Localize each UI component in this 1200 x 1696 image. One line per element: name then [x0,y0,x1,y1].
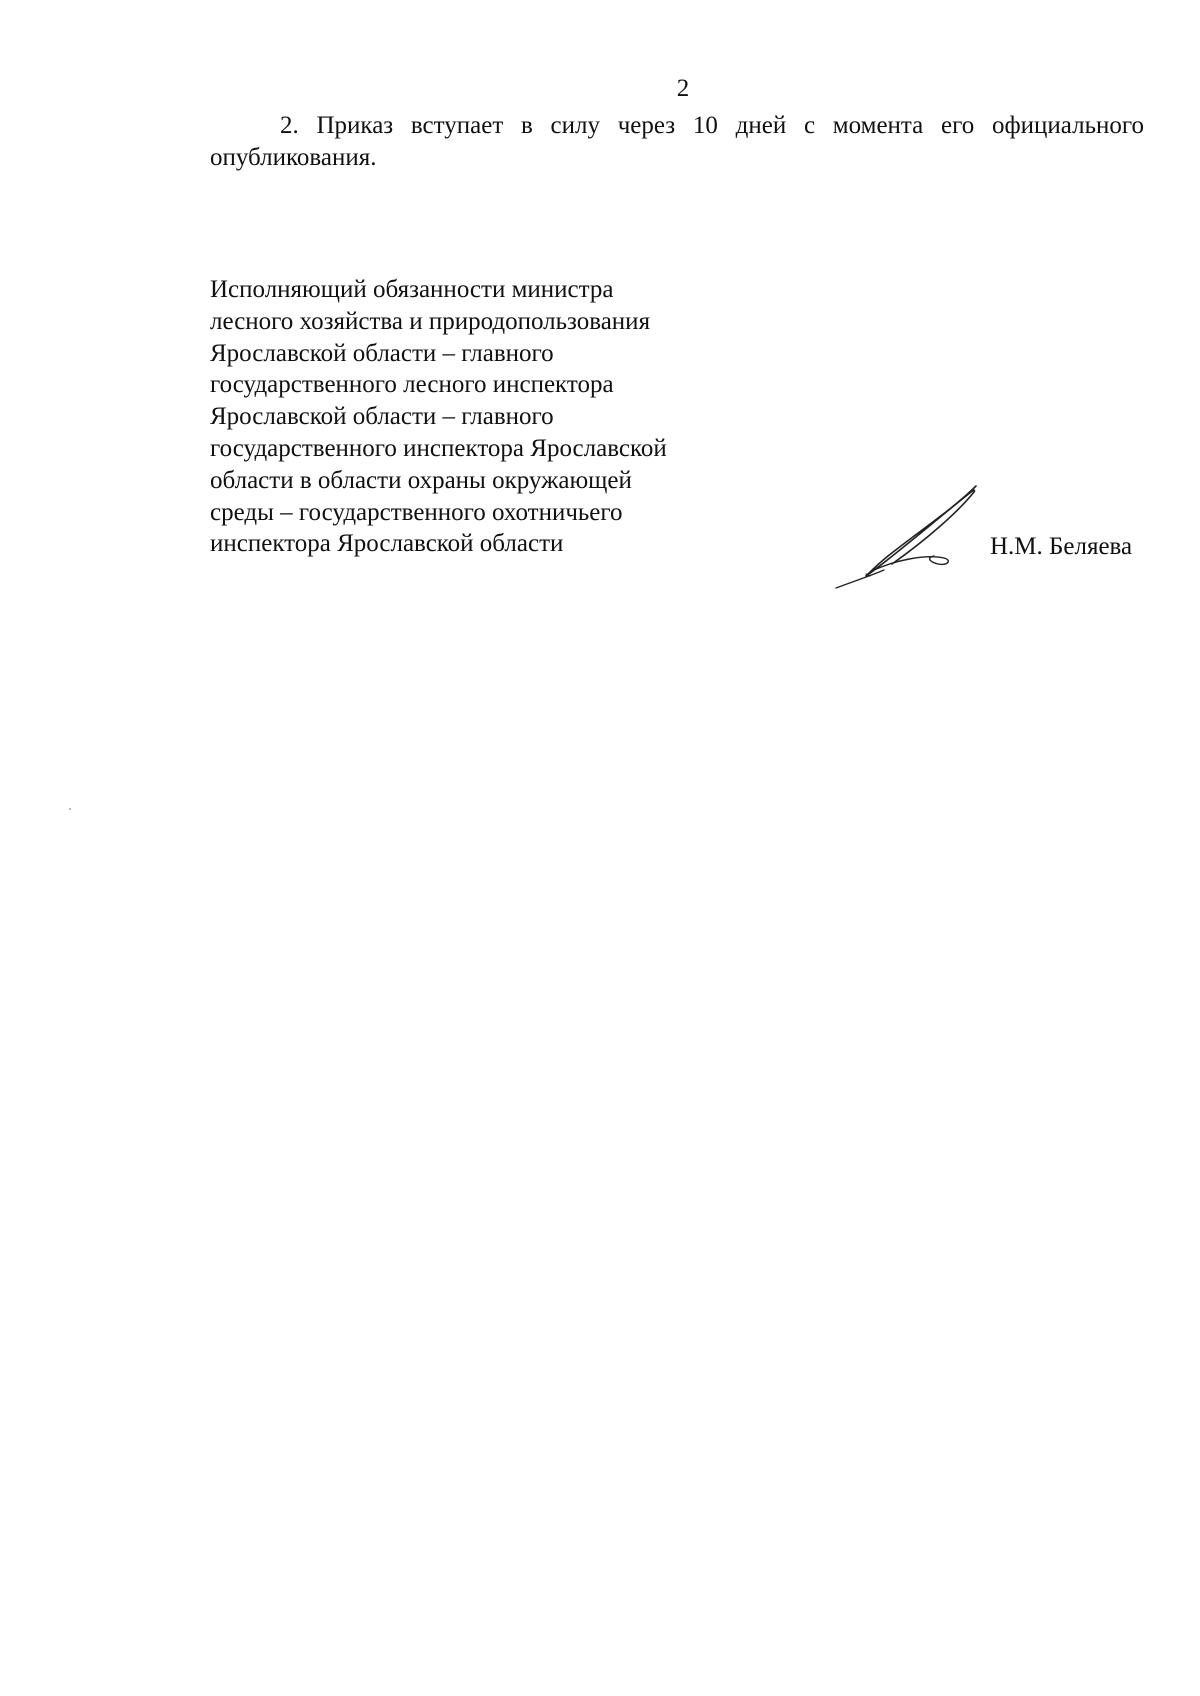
scan-speck [69,808,71,810]
paragraph-line-2: опубликования. [210,144,377,171]
signatory-title-line: лесного хозяйства и природопользования [210,307,651,335]
handwritten-signature [826,478,996,594]
signatory-title-line: государственного инспектора Ярославской [210,434,667,462]
page-number: 2 [676,75,690,102]
paragraph-line-1: 2. Приказ вступает в силу через 10 дней с момента его официального [280,112,1144,139]
signatory-title-line: инспектора Ярославской области [210,530,564,558]
signatory-title-line: Ярославской области – главного [210,339,554,367]
signatory-title-line: среды – государственного охотничьего [210,498,623,526]
signer-name: Н.М. Беляева [990,533,1133,560]
signatory-title [210,274,830,560]
signatory-title-line: области в области охраны окружающей [210,466,632,494]
signatory-title-line: государственного лесного инспектора [210,371,614,399]
signatory-title-line: Исполняющий обязанности министра [210,276,614,303]
order-paragraph [210,110,1144,174]
signatory-title-line: Ярославской области – главного [210,403,554,431]
